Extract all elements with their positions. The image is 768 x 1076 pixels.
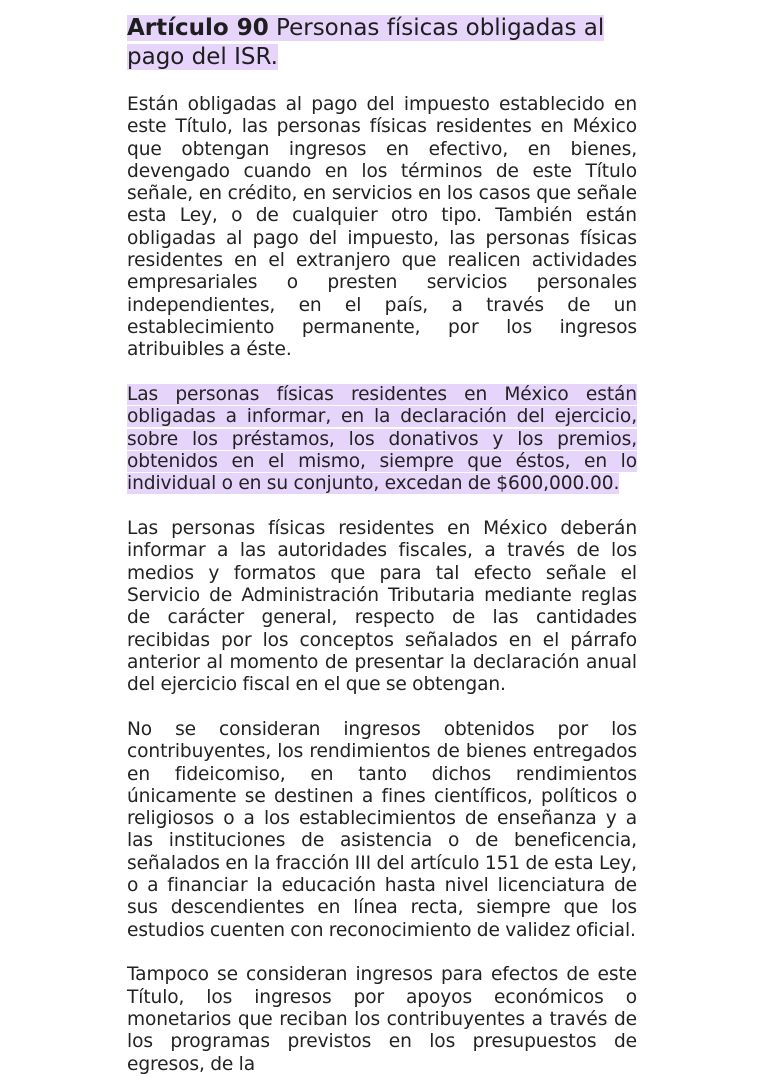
- paragraph-4: No se consideran ingresos obtenidos por los contribuyentes, los rendimientos de bienes entregados en fideicomiso, en tanto dichos rendimientos únicamente se destinen a fines científicos, políticos o religiosos o a los establecimientos de enseñanza y a las instituciones de asistencia o de beneficencia, señalados en la fracción III del artículo 151 de esta Ley, o a financiar la educación hasta nivel licenciatura de sus descendientes en línea recta, siempre que los estudios cuenten con reconocimiento de validez oficial.: [127, 718, 637, 941]
- article-title: [127, 14, 637, 72]
- paragraph-1: Están obligadas al pago del impuesto establecido en este Título, las personas físicas residentes en México que obtengan ingresos en efectivo, en bienes, devengado cuando en los términos de este Título señale, en crédito, en servicios en los casos que señale esta Ley, o de cualquier otro tipo. También están obligadas al pago del impuesto, las personas físicas residentes en el extranjero que realicen actividades empresariales o presten servicios personales independientes, en el país, a través de un establecimiento permanente, por los ingresos atribuibles a éste.: [127, 94, 637, 361]
- title-highlight: [127, 15, 604, 70]
- paragraph-3: Las personas físicas residentes en México deberán informar a las autoridades fiscales, a través de los medios y formatos que para tal efecto señale el Servicio de Administración Tributaria mediante reglas de carácter general, respecto de las cantidades recibidas por los conceptos señalados en el párrafo anterior al momento de presentar la declaración anual del ejercicio fiscal en el que se obtengan.: [127, 518, 637, 696]
- highlighted-passage: Las personas físicas residentes en México están obligadas a informar, en la declaración del ejercicio, sobre los préstamos, los donativos y los premios, obtenidos en el mismo, siempre que éstos, en lo individual o en su conjunto, excedan de $600,000.00.: [127, 384, 637, 495]
- article-content: [127, 14, 637, 1076]
- article-heading: Personas físicas obligadas al pago del ISR.: [127, 15, 605, 70]
- article-number: Artículo 90: [127, 15, 269, 41]
- paragraph-5: Tampoco se consideran ingresos para efectos de este Título, los ingresos por apoyos económicos o monetarios que reciban los contribuyentes a través de los programas previstos en los presupuestos de egresos, de la: [127, 964, 637, 1075]
- paragraph-2: [127, 384, 637, 495]
